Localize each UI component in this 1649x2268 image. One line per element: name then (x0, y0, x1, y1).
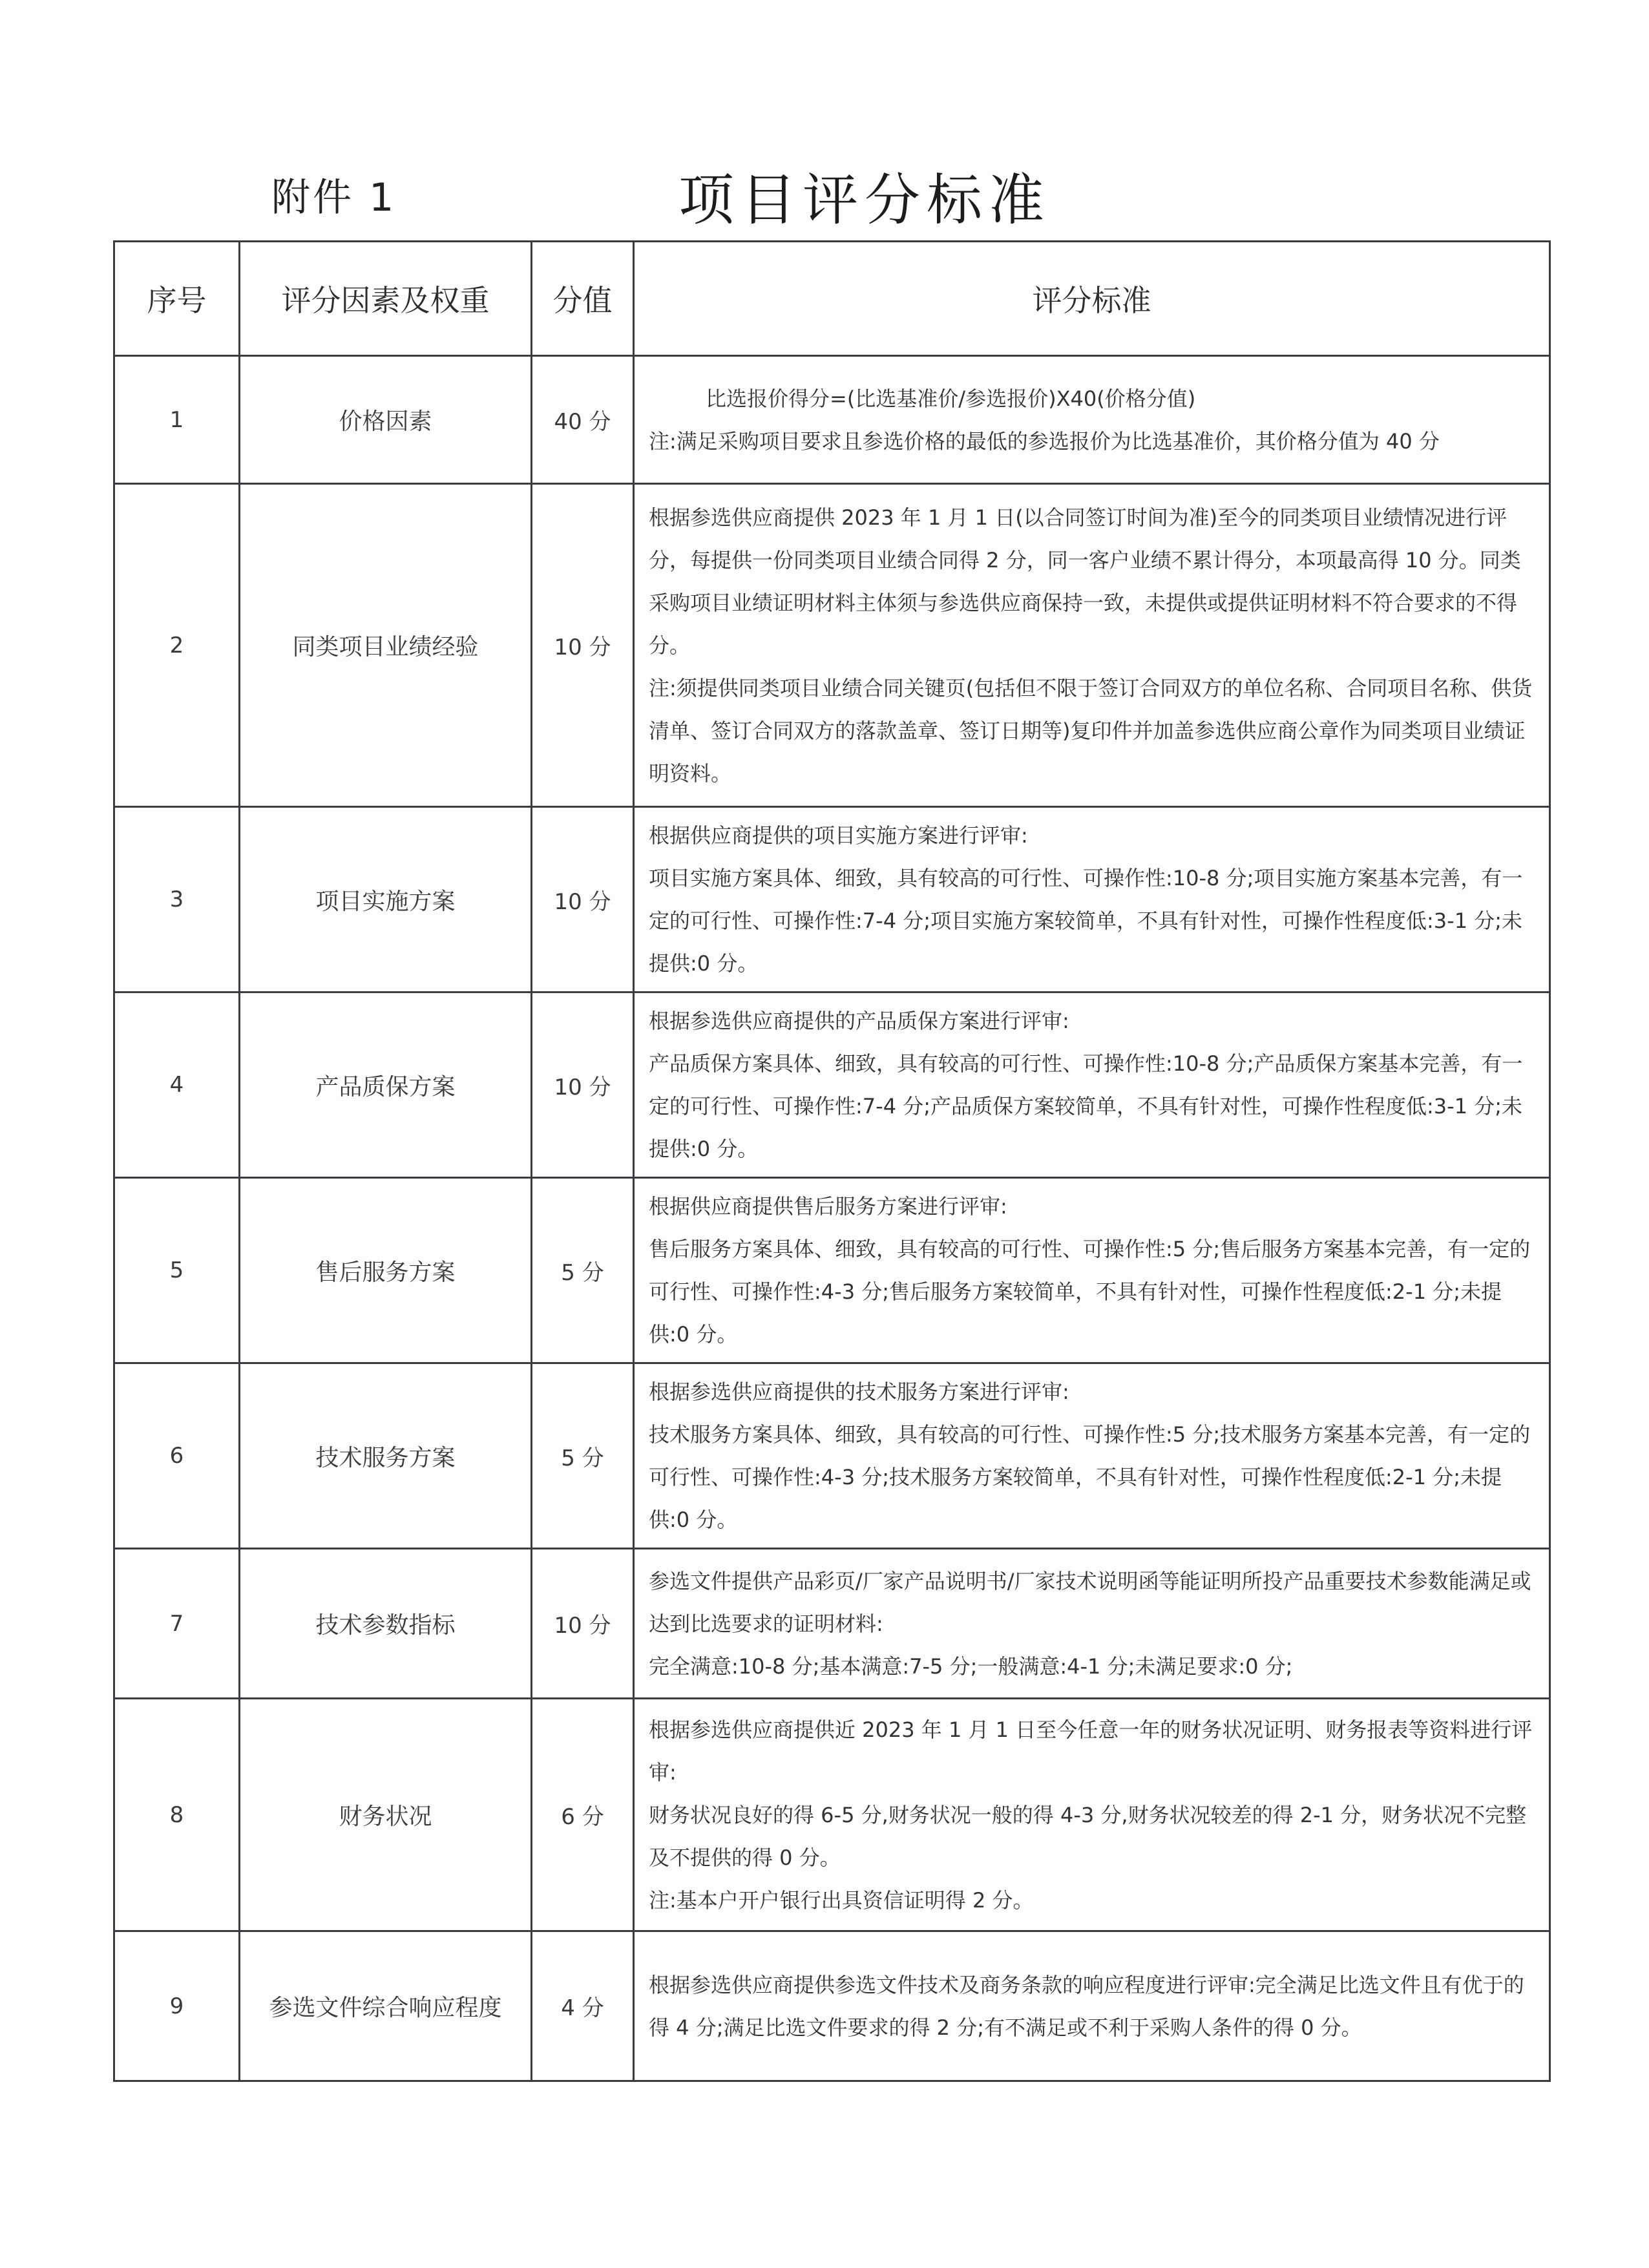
criteria-line: 根据参选供应商提供的产品质保方案进行评审: (649, 1009, 1069, 1033)
criteria-line: 根据供应商提供售后服务方案进行评审: (649, 1194, 1007, 1219)
row-criteria (634, 356, 1550, 484)
row-number: 8 (114, 1699, 240, 1931)
row-number: 6 (114, 1363, 240, 1549)
row-number: 2 (114, 484, 240, 807)
criteria-line: 根据参选供应商提供的技术服务方案进行评审: (649, 1380, 1069, 1404)
row-factor: 产品质保方案 (240, 992, 532, 1178)
row-criteria (634, 1699, 1550, 1931)
table-row (114, 1363, 1550, 1549)
criteria-line: 注:须提供同类项目业绩合同关键页(包括但不限于签订合同双方的单位名称、合同项目名称、供货清单、签订合同双方的落款盖章、签订日期等)复印件并加盖参选供应商公章作为同类项目业绩证明资料。 (649, 675, 1533, 786)
criteria-line: 根据参选供应商提供近 2023 年 1 月 1 日至今任意一年的财务状况证明、财务报表等资料进行评审: (649, 1717, 1533, 1785)
row-number: 7 (114, 1549, 240, 1699)
criteria-line: 项目实施方案具体、细致，具有较高的可行性、可操作性:10-8 分;项目实施方案基本完善，有一定的可行性、可操作性:7-4 分;项目实施方案较简单，不具有针对性，可操作性程度低:3-1 分;未提供:0 分。 (649, 866, 1523, 976)
table-row (114, 1549, 1550, 1699)
row-factor: 售后服务方案 (240, 1178, 532, 1363)
row-factor: 价格因素 (240, 356, 532, 484)
row-factor: 项目实施方案 (240, 807, 532, 992)
criteria-line: 比选报价得分=(比选基准价/参选报价)X40(价格分值) (706, 386, 1196, 411)
row-number: 9 (114, 1931, 240, 2081)
criteria-line: 注:满足采购项目要求且参选价格的最低的参选报价为比选基准价，其价格分值为 40 分 (649, 428, 1440, 454)
criteria-line: 参选文件提供产品彩页/厂家产品说明书/厂家技术说明函等能证明所投产品重要技术参数能满足或达到比选要求的证明材料: (649, 1568, 1531, 1636)
criteria-line: 根据参选供应商提供 2023 年 1 月 1 日(以合同签订时间为准)至今的同类项目业绩情况进行评分，每提供一份同类项目业绩合同得 2 分，同一客户业绩不累计得分，本项最高得 10 分。同类采购项目业绩证明材料主体须与参选供应商保持一致，未提供或提供证明材料不符合要求的不得分。 (649, 505, 1521, 658)
column-header-criteria: 评分标准 (634, 242, 1550, 356)
row-factor: 参选文件综合响应程度 (240, 1931, 532, 2081)
row-score: 10 分 (532, 484, 634, 807)
row-factor: 技术参数指标 (240, 1549, 532, 1699)
row-criteria (634, 807, 1550, 992)
column-header-score: 分值 (532, 242, 634, 356)
column-header-no: 序号 (114, 242, 240, 356)
table-row (114, 356, 1550, 484)
row-number: 4 (114, 992, 240, 1178)
criteria-line: 根据供应商提供的项目实施方案进行评审: (649, 823, 1028, 848)
row-score: 4 分 (532, 1931, 634, 2081)
table-header-row (114, 242, 1550, 356)
row-criteria (634, 1931, 1550, 2081)
criteria-line: 技术服务方案具体、细致，具有较高的可行性、可操作性:5 分;技术服务方案基本完善，有一定的可行性、可操作性:4-3 分;技术服务方案较简单，不具有针对性，可操作性程度低:2-1 分;未提供:0 分。 (649, 1422, 1531, 1532)
criteria-line: 产品质保方案具体、细致，具有较高的可行性、可操作性:10-8 分;产品质保方案基本完善，有一定的可行性、可操作性:7-4 分;产品质保方案较简单，不具有针对性，可操作性程度低:3-1 分;未提供:0 分。 (649, 1051, 1523, 1161)
row-factor: 财务状况 (240, 1699, 532, 1931)
table-row (114, 807, 1550, 992)
row-factor: 同类项目业绩经验 (240, 484, 532, 807)
row-number: 5 (114, 1178, 240, 1363)
table-row (114, 484, 1550, 807)
row-score: 5 分 (532, 1363, 634, 1549)
row-criteria (634, 1178, 1550, 1363)
document-title: 项目评分标准 (678, 168, 1051, 233)
row-score: 40 分 (532, 356, 634, 484)
scoring-table (113, 240, 1551, 2082)
row-number: 3 (114, 807, 240, 992)
row-score: 10 分 (532, 1549, 634, 1699)
row-score: 5 分 (532, 1178, 634, 1363)
row-number: 1 (114, 356, 240, 484)
row-criteria (634, 1363, 1550, 1549)
table-row (114, 1931, 1550, 2081)
attachment-label: 附件 1 (271, 175, 397, 220)
table-row (114, 992, 1550, 1178)
row-criteria (634, 992, 1550, 1178)
table-row (114, 1178, 1550, 1363)
table-row (114, 1699, 1550, 1931)
row-criteria (634, 484, 1550, 807)
criteria-line: 完全满意:10-8 分;基本满意:7-5 分;一般满意:4-1 分;未满足要求:0 分; (649, 1654, 1293, 1679)
column-header-factor: 评分因素及权重 (240, 242, 532, 356)
row-criteria (634, 1549, 1550, 1699)
row-score: 10 分 (532, 992, 634, 1178)
criteria-line: 财务状况良好的得 6-5 分,财务状况一般的得 4-3 分,财务状况较差的得 2-1 分，财务状况不完整及不提供的得 0 分。 (649, 1802, 1527, 1870)
row-score: 10 分 (532, 807, 634, 992)
criteria-line: 注:基本户开户银行出具资信证明得 2 分。 (649, 1887, 1034, 1913)
criteria-line: 根据参选供应商提供参选文件技术及商务条款的响应程度进行评审:完全满足比选文件且有优于的得 4 分;满足比选文件要求的得 2 分;有不满足或不利于采购人条件的得 0 分。 (649, 1972, 1524, 2040)
row-score: 6 分 (532, 1699, 634, 1931)
row-factor: 技术服务方案 (240, 1363, 532, 1549)
criteria-line: 售后服务方案具体、细致，具有较高的可行性、可操作性:5 分;售后服务方案基本完善，有一定的可行性、可操作性:4-3 分;售后服务方案较简单，不具有针对性，可操作性程度低:2-1 分;未提供:0 分。 (649, 1237, 1531, 1347)
